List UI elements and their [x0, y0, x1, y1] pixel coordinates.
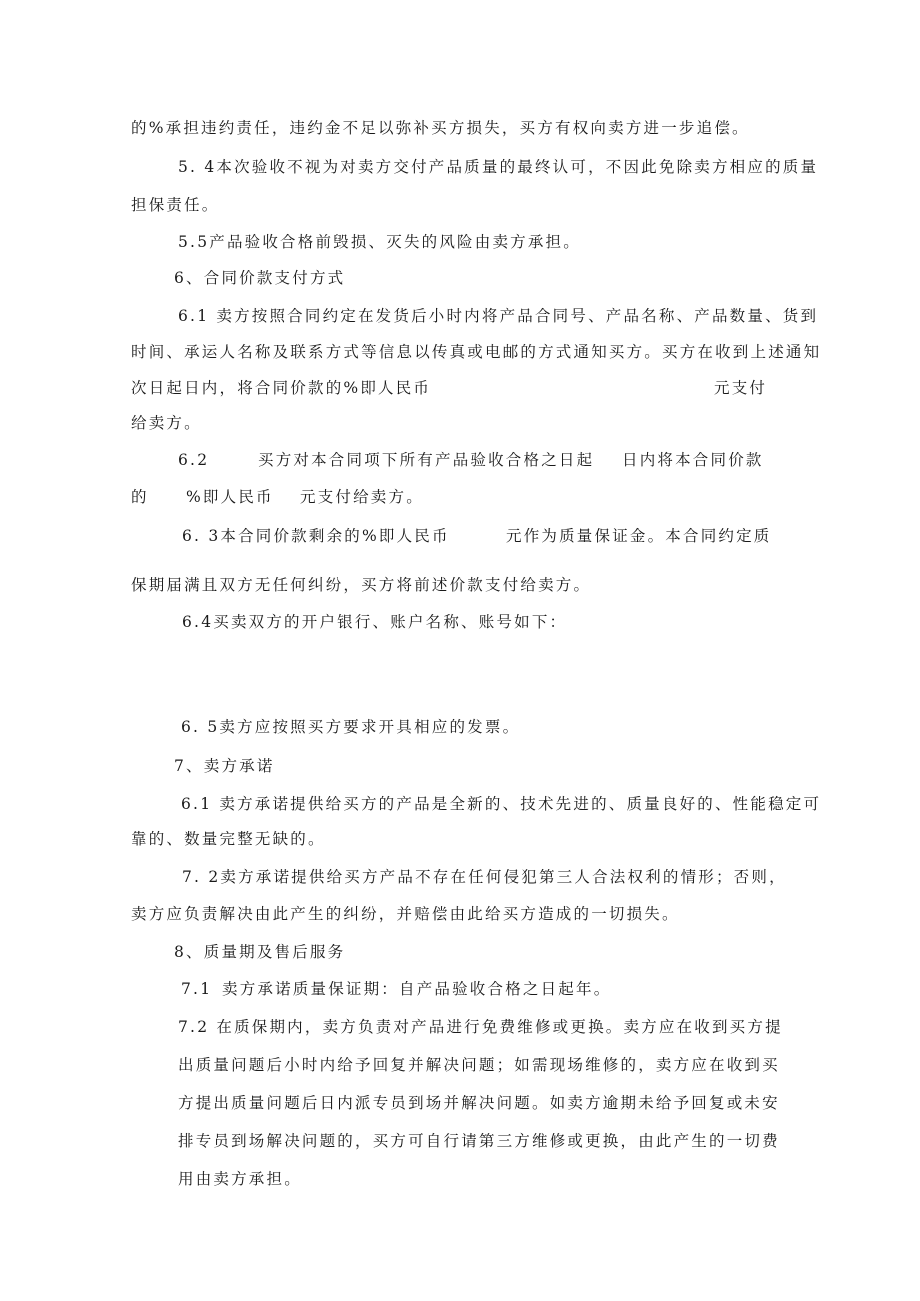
- paragraph-text: 7.2 在质保期内，卖方负责对产品进行免费维修或更换。卖方应在收到买方提出质量问题后小时内给予回复并解决问题；如需现场维修的，卖方应在收到买方提出质量问题后日内派专员到场并解决问题。如卖方逾期未给予回复或未安排专员到场解决问题的，买方可自行请第三方维修或更换，由此产生的一切费用由卖方承担。: [178, 1018, 783, 1188]
- clause-6-2: 买方对本合同项下所有产品验收合格之日起: [258, 451, 595, 469]
- paragraph-line: 时间、承运人名称及联系方式等信息以传真或电邮的方式通知买方。买方在收到上述通知: [131, 343, 822, 361]
- section-heading-7: 7、卖方承诺: [174, 757, 275, 775]
- clause-6-2-number: 6.2: [178, 451, 210, 469]
- clause-6-2: 日内将本合同价款: [622, 451, 764, 469]
- paragraph-line: 卖方应负责解决由此产生的纠纷，并赔偿由此给买方造成的一切损失。: [131, 905, 680, 923]
- clause-6-5: 6. 5卖方应按照买方要求开具相应的发票。: [181, 718, 521, 736]
- clause-5-4: 5. 4本次验收不视为对卖方交付产品质量的最终认可，不因此免除卖方相应的质量: [178, 158, 819, 176]
- paragraph-line: 次日起日内，将合同价款的%即人民币: [131, 379, 432, 397]
- section-heading-6: 6、合同价款支付方式: [174, 269, 346, 287]
- section-heading-8: 8、质量期及售后服务: [174, 943, 346, 961]
- paragraph-line: 元支付给卖方。: [300, 488, 424, 506]
- clause-5-5: 5.5产品验收合格前毁损、灭失的风险由卖方承担。: [178, 233, 581, 251]
- clause-6-4: 6.4买卖双方的开户银行、账户名称、账号如下：: [182, 613, 568, 631]
- clause-6-3: 元作为质量保证金。本合同约定质: [506, 527, 772, 545]
- paragraph-line: 的: [131, 488, 149, 506]
- paragraph-line: 元支付: [714, 379, 768, 397]
- paragraph-line: 保期届满且双方无任何纠纷，买方将前述价款支付给卖方。: [131, 576, 592, 594]
- clause-7-2: 7. 2卖方承诺提供给买方产品不存在任何侵犯第三人合法权利的情形；否则，: [182, 868, 787, 886]
- clause-7-2-paragraph: [131, 1008, 791, 1198]
- paragraph-line: 给卖方。: [131, 414, 202, 432]
- paragraph-line: 靠的、数量完整无缺的。: [131, 830, 326, 848]
- clause-6-1: 6.1 卖方按照合同约定在发货后小时内将产品合同号、产品名称、产品数量、货到: [178, 307, 819, 325]
- clause-6-3: 6. 3本合同价款剩余的%即人民币: [182, 527, 450, 545]
- paragraph-line: 的%承担违约责任，违约金不足以弥补买方损失，买方有权向卖方进一步追偿。: [131, 119, 750, 137]
- clause-7-1-number: 7.1: [181, 980, 213, 998]
- clause-7-1: 卖方承诺质量保证期：自产品验收合格之日起年。: [222, 980, 612, 998]
- paragraph-line: %即人民币: [186, 488, 274, 506]
- paragraph-line: 担保责任。: [131, 196, 220, 214]
- clause-promise-6-1: 6.1 卖方承诺提供给买方的产品是全新的、技术先进的、质量良好的、性能稳定可: [181, 795, 822, 813]
